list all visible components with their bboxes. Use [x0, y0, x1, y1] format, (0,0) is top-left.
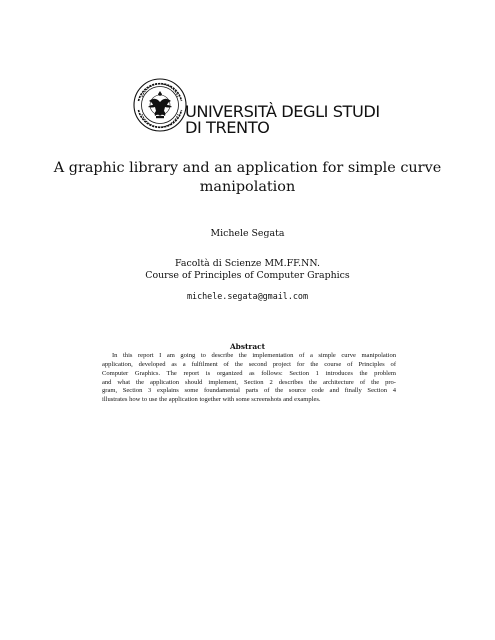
abstract-line: gram, Section 3 explains some foundamental parts of the source code and finally Section 4 [102, 387, 396, 395]
affiliation-course: Course of Principles of Computer Graphics [145, 270, 350, 282]
university-seal-icon [133, 77, 187, 133]
author-name: Michele Segata [210, 228, 285, 239]
university-name [185, 104, 380, 136]
affiliation [40, 258, 455, 283]
document-title [40, 159, 455, 197]
abstract-body [102, 352, 396, 405]
title-line2: manipolation [199, 179, 296, 195]
abstract-line: illustrates how to use the application together with some screenshots and examples. [102, 396, 321, 404]
affiliation-faculty: Facoltà di Scienze MM.FF.NN. [175, 258, 320, 269]
abstract-line: application, developed as a fulfilment of the second project for the course of Principles of [102, 360, 396, 368]
university-name-line2: DI TRENTO [185, 118, 270, 137]
abstract-line: In this report I am going to describe the implementation of a simple curve manipolation [112, 352, 396, 359]
university-name-line1: UNIVERSITÀ DEGLI STUDI [185, 102, 380, 121]
title-line1: A graphic library and an application for simple curve [53, 160, 442, 176]
abstract-line: and what the application should implement, Section 2 describes the architecture of the pro- [102, 378, 396, 386]
abstract-heading: Abstract [229, 342, 266, 351]
author-email: michele.segata@gmail.com [186, 291, 308, 301]
university-logo [133, 77, 403, 137]
abstract-line: Computer Graphics. The report is organized as follows: Section 1 introduces the problem [102, 369, 396, 377]
